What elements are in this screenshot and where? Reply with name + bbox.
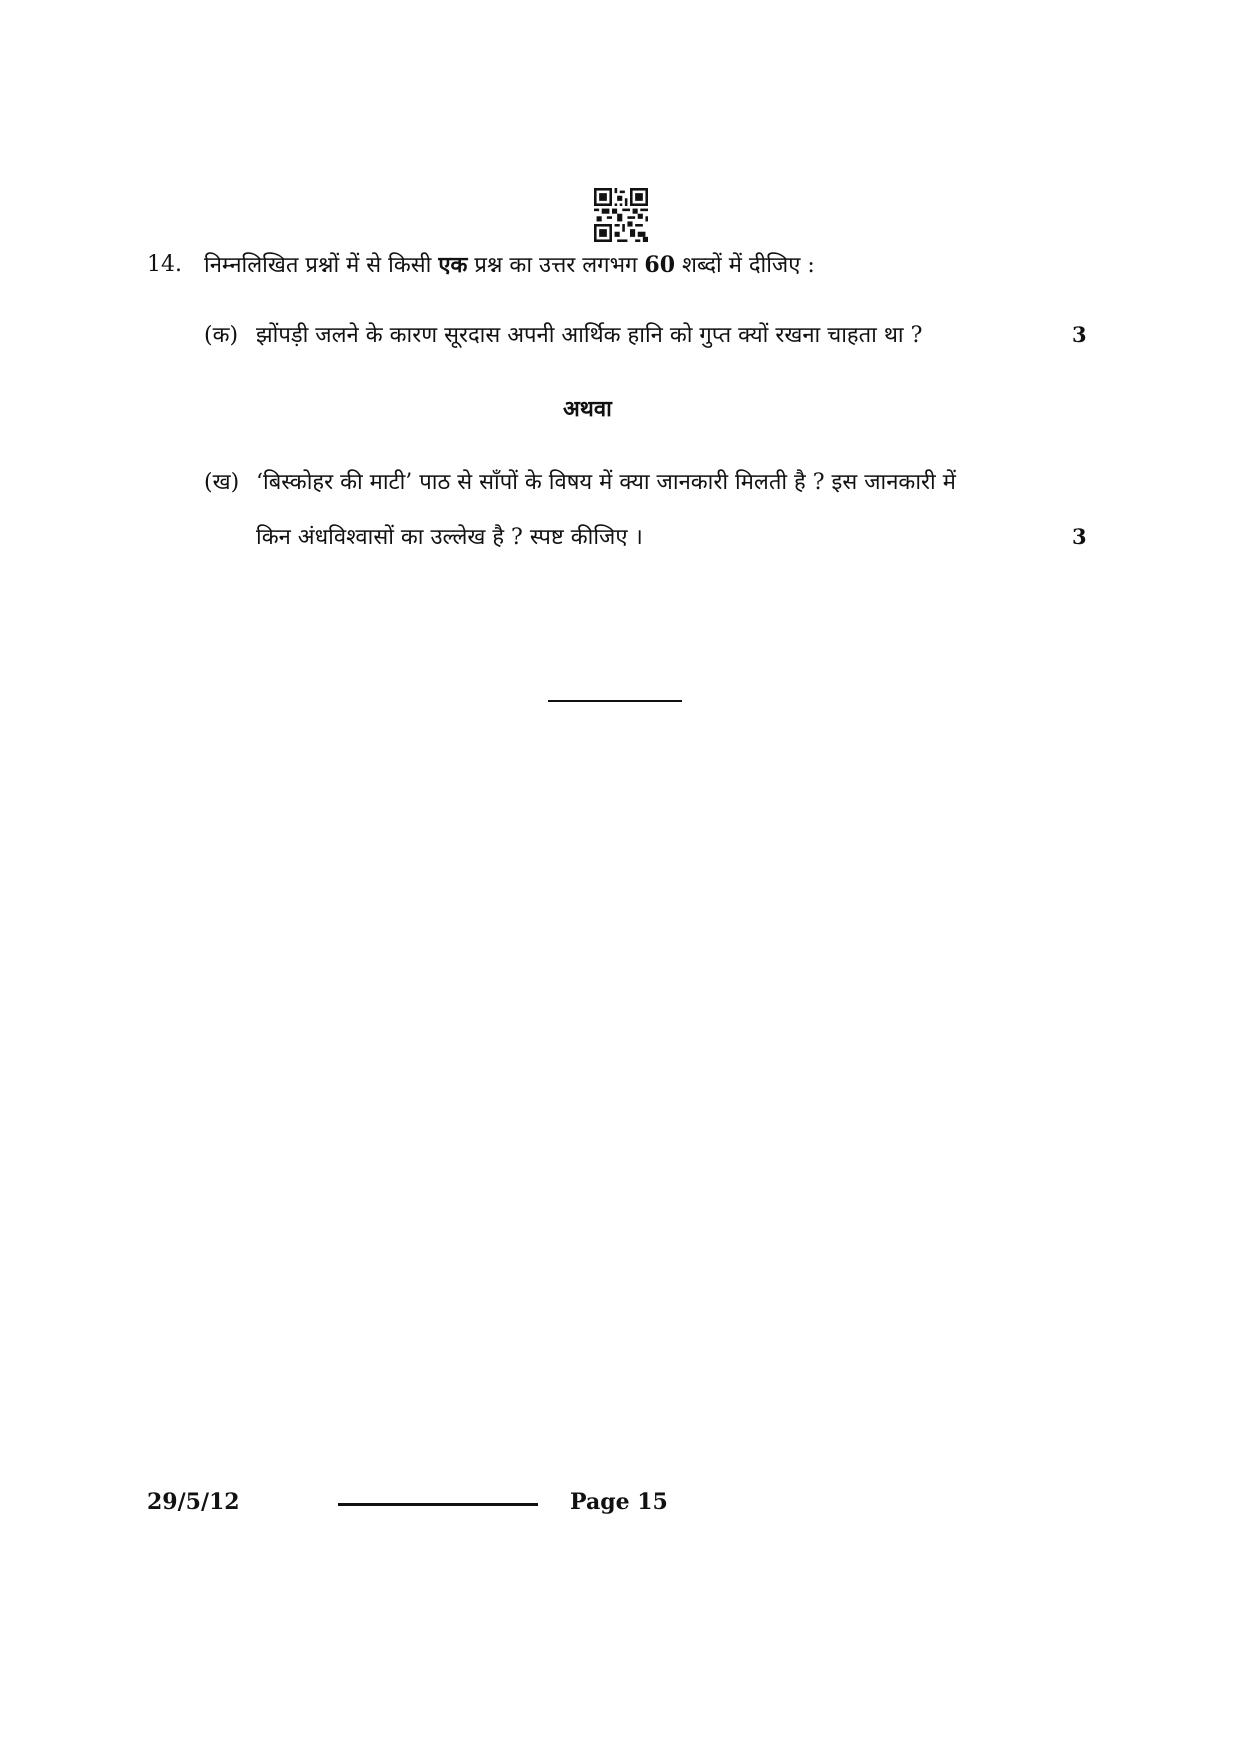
end-of-question-rule <box>548 700 682 702</box>
qr-code <box>594 188 648 242</box>
question-number: 14. <box>147 252 182 277</box>
instruction-text-3: शब्दों में दीजिए : <box>675 253 815 278</box>
option-b-line-1: ‘बिस्कोहर की माटी’ पाठ से साँपों के विषय में क्या जानकारी मिलती है ? इस जानकारी में <box>256 470 956 495</box>
or-divider-text: अथवा <box>563 396 612 422</box>
option-a-text: झोंपड़ी जलने के कारण सूरदास अपनी आर्थिक हानि को गुप्त क्यों रखना चाहता था ? <box>256 323 923 348</box>
option-b-label: (ख) <box>204 470 240 495</box>
instruction-text-2: प्रश्न का उत्तर लगभग <box>467 253 645 278</box>
question-instruction <box>204 249 815 279</box>
option-a-marks: 3 <box>1072 322 1087 347</box>
paper-code: 29/5/12 <box>147 1489 240 1515</box>
page-number: Page 15 <box>570 1489 668 1515</box>
instruction-text-1: निम्नलिखित प्रश्नों में से किसी <box>204 253 439 278</box>
instruction-bold-word-count: 60 <box>644 252 676 278</box>
footer-rule <box>338 1503 538 1506</box>
instruction-bold-one: एक <box>438 252 468 278</box>
option-b-marks: 3 <box>1072 524 1087 549</box>
option-b-line-2: किन अंधविश्वासों का उल्लेख है ? स्पष्ट कीजिए । <box>256 525 643 550</box>
option-a-label: (क) <box>204 323 239 348</box>
